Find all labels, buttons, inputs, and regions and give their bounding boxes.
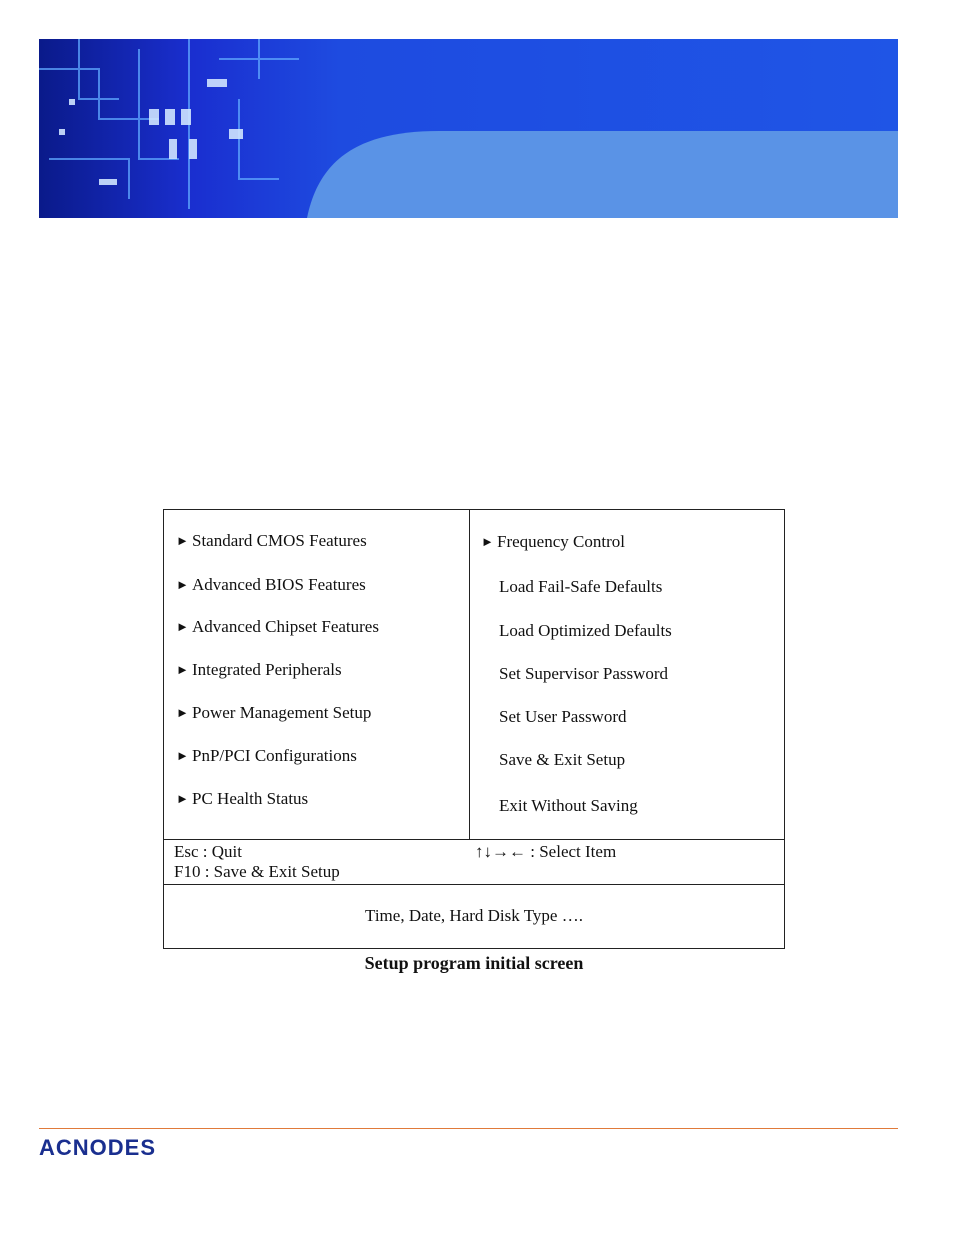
key-hint-f10: F10 : Save & Exit Setup <box>174 862 340 881</box>
key-hint-select: ↑↓→← : Select Item <box>475 842 617 861</box>
keys-divider <box>164 839 784 840</box>
menu-item-label: Advanced Chipset Features <box>192 617 379 636</box>
menu-item-load-optimized[interactable] <box>499 621 672 641</box>
menu-item-pnp-pci[interactable] <box>176 746 357 766</box>
status-line: Time, Date, Hard Disk Type …. <box>365 906 583 925</box>
menu-item-label: PnP/PCI Configurations <box>192 746 357 765</box>
menu-item-label: Set Supervisor Password <box>499 664 669 683</box>
menu-item-pc-health[interactable] <box>176 789 308 809</box>
submenu-arrow-icon: ► <box>176 662 189 677</box>
header-banner <box>39 39 898 218</box>
menu-item-advanced-chipset[interactable] <box>176 617 379 637</box>
menu-item-exit-without-saving[interactable] <box>499 796 638 816</box>
svg-text:ACNODES: ACNODES <box>39 1135 157 1160</box>
figure-caption: Setup program initial screen <box>364 953 584 973</box>
menu-item-label: Integrated Peripherals <box>192 660 342 679</box>
menu-item-label: PC Health Status <box>192 789 309 808</box>
column-divider <box>469 510 470 839</box>
submenu-arrow-icon: ► <box>176 748 189 763</box>
menu-item-save-exit[interactable] <box>499 750 625 770</box>
menu-item-load-fail-safe[interactable] <box>499 577 662 597</box>
submenu-arrow-icon: ► <box>481 534 494 549</box>
key-hint-esc: Esc : Quit <box>174 842 242 861</box>
submenu-arrow-icon: ► <box>176 577 189 592</box>
menu-item-standard-cmos[interactable] <box>176 531 367 551</box>
menu-item-advanced-bios[interactable] <box>176 575 366 595</box>
menu-item-label: Power Management Setup <box>192 703 372 722</box>
submenu-arrow-icon: ► <box>176 791 189 806</box>
footer-rule <box>39 1128 898 1129</box>
bios-setup-screen <box>163 509 785 949</box>
menu-item-label: Load Fail-Safe Defaults <box>499 577 663 596</box>
submenu-arrow-icon: ► <box>176 533 189 548</box>
menu-item-label: Save & Exit Setup <box>499 750 626 769</box>
acnodes-logo <box>39 1133 199 1161</box>
status-divider <box>164 884 784 885</box>
submenu-arrow-icon: ► <box>176 619 189 634</box>
circuit-board-banner-image <box>39 39 898 218</box>
menu-item-integrated-peripherals[interactable] <box>176 660 342 680</box>
menu-item-frequency-control[interactable] <box>481 532 625 552</box>
menu-item-label: Set User Password <box>499 707 627 726</box>
submenu-arrow-icon: ► <box>176 705 189 720</box>
menu-item-label: Frequency Control <box>497 532 625 551</box>
menu-item-user-password[interactable] <box>499 707 627 727</box>
menu-item-power-management[interactable] <box>176 703 371 723</box>
menu-item-label: Advanced BIOS Features <box>192 575 366 594</box>
menu-item-label: Exit Without Saving <box>499 796 638 815</box>
menu-item-supervisor-password[interactable] <box>499 664 668 684</box>
menu-item-label: Standard CMOS Features <box>192 531 367 550</box>
menu-item-label: Load Optimized Defaults <box>499 621 672 640</box>
